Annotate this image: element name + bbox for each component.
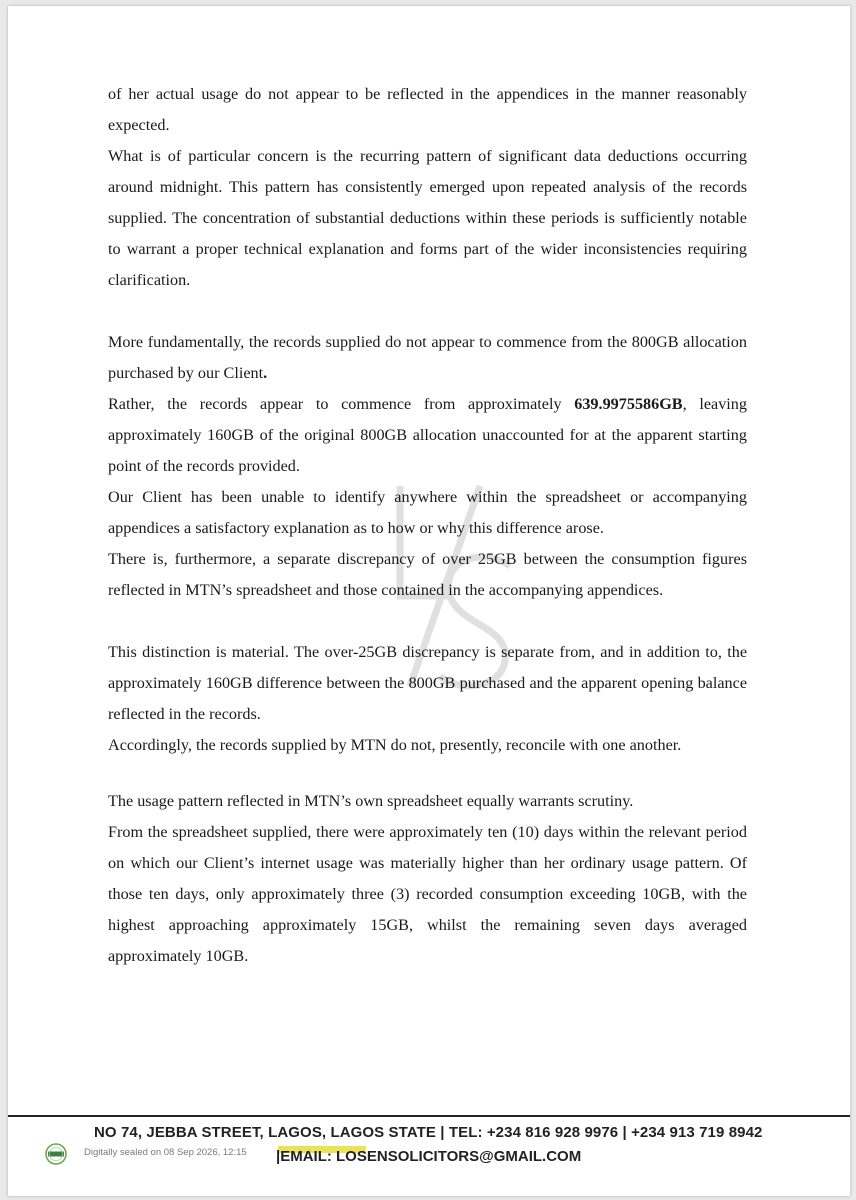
paragraph: Accordingly, the records supplied by MTN do not, presently, reconcile with one another. (108, 736, 682, 754)
digital-seal-text: Digitally sealed on 08 Sep 2026, 12:15 (84, 1147, 247, 1158)
paragraph (108, 389, 747, 482)
footer-divider (8, 1115, 850, 1117)
paragraph (108, 327, 747, 389)
footer-email: |EMAIL: LOSENSOLICITORS@GMAIL.COM (276, 1148, 582, 1165)
letter-body (108, 79, 747, 972)
paragraph: The usage pattern reflected in MTN’s own spreadsheet equally warrants scrutiny. (108, 792, 634, 810)
footer-address: NO 74, JEBBA STREET, LAGOS, LAGOS STATE | TEL: +234 816 928 9976 | +234 913 719 8942 (94, 1124, 763, 1141)
paragraph: of her actual usage do not appear to be reflected in the appendices in the manner reasonably expected. (108, 85, 747, 134)
paragraph-text: More fundamentally, the records supplied do not appear to commence from the 800GB allocation purchased by our Client (108, 333, 747, 382)
verification-seal-icon (45, 1143, 67, 1165)
opening-balance-figure: 639.9975586GB (574, 395, 683, 413)
paragraph-period: . (263, 364, 268, 382)
document-page (8, 6, 850, 1196)
paragraph: This distinction is material. The over-25GB discrepancy is separate from, and in addition to, the approximately 160GB difference between the 800GB purchased and the apparent opening balance reflected in the records. (108, 643, 747, 723)
paragraph-text: , leaving approximately 160GB of the original 800GB allocation unaccounted for at the apparent starting point of the records provided. (108, 395, 747, 475)
paragraph: Our Client has been unable to identify anywhere within the spreadsheet or accompanying appendices a satisfactory explanation as to how or why this difference arose. (108, 488, 747, 537)
paragraph: What is of particular concern is the recurring pattern of significant data deductions occurring around midnight. This pattern has consistently emerged upon repeated analysis of the records supplied. The concentration of substantial deductions within these periods is sufficiently notable to warrant a proper technical explanation and forms part of the wider inconsistencies requiring clarification. (108, 147, 747, 289)
paragraph: There is, furthermore, a separate discrepancy of over 25GB between the consumption figures reflected in MTN’s spreadsheet and those contained in the accompanying appendices. (108, 550, 747, 599)
paragraph-text: Rather, the records appear to commence from approximately (108, 395, 575, 413)
paragraph: From the spreadsheet supplied, there were approximately ten (10) days within the relevant period on which our Client’s internet usage was materially higher than her ordinary usage pattern. Of those ten days, only approximately three (3) recorded consumption exceeding 10GB, with the highest approaching approximately 15GB, whilst the remaining seven days averaged approximately 10GB. (108, 823, 747, 965)
